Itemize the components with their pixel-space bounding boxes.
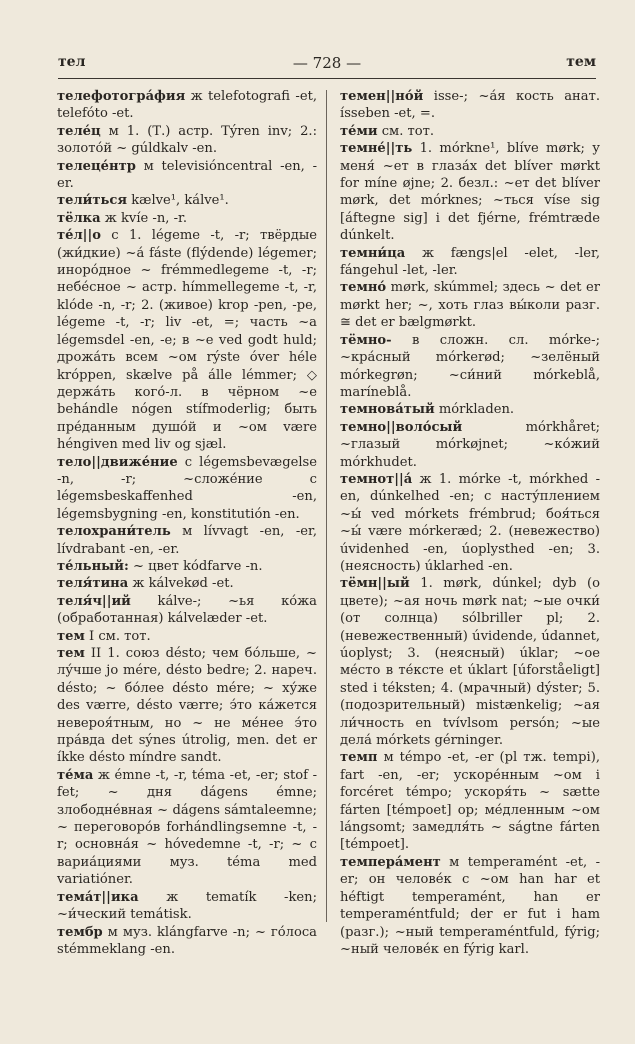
headword: тёмно- <box>340 332 392 348</box>
entry-text: ~ цвет kódfarve -n. <box>128 558 263 574</box>
dictionary-entry <box>57 88 317 123</box>
entry-text: м televisióncentral -en, -er. <box>57 158 317 192</box>
headword: тёмн||ый <box>340 576 410 592</box>
headword: те́ма <box>57 767 94 783</box>
headword: темно́ <box>340 280 387 296</box>
dictionary-entry <box>57 558 317 575</box>
entry-text: isse-; ~а́я кость анат. ísseben -et, =. <box>340 89 600 122</box>
entry-text: ж telefotografi -et, telefóto -et. <box>57 89 317 122</box>
entry-text: с légemsbevægelse -n, -r; ~сложе́ние с légemsbeskaffenhed -en, légemsbygning -en, konstitutión -en. <box>57 454 317 522</box>
dictionary-entry <box>340 419 600 471</box>
dictionary-entry <box>57 889 317 924</box>
entry-text: kálve-; ~ья ко́жа (обработанная) kálvelæder -et. <box>57 593 317 627</box>
headword: тёлка <box>57 210 101 226</box>
dictionary-entry <box>57 227 317 453</box>
dictionary-entry <box>340 279 600 331</box>
entry-text: м temperamént -et, -er; он челове́к с ~ом han har et héftigt temperamént, han er temperaméntfuld; der er fut i ham (разг.); ~ный temperaméntfuld, fýrig; ~ный челове́к en fýrig karl. <box>340 854 600 957</box>
headword: темне́||ть <box>340 141 413 157</box>
entry-text: II 1. союз désto; чем бо́льше, ~ лу́чше jo mére, désto bedre; 2. нареч. désto; ~ бо́лее désto mére; ~ ху́же des værre, désto værre; э́то ка́жется невероя́тным, но ~ не ме́нее э́то пра́вда det sýnes útrolig, men. det er íkke désto míndre sandt. <box>57 646 317 766</box>
entry-text: ж tematík -ken; ~и́ческий temátisk. <box>57 889 317 923</box>
headword: телохрани́тель <box>57 524 171 540</box>
dictionary-entry <box>340 471 600 575</box>
entry-text: в сложн. сл. mórke-; ~кра́сный mórkerød; ~зелёный mórkegrøn; ~си́ний mórkeblå, maríneblå. <box>340 332 600 400</box>
entry-text: mórkhåret; ~глазый mórkøjnet; ~ко́жий mórkhudet. <box>340 419 600 470</box>
headword: темни́ца <box>340 245 406 261</box>
dictionary-entry <box>340 401 600 418</box>
headword: те́л||о <box>57 228 101 244</box>
page-number: — 728 — <box>292 54 362 72</box>
running-header <box>58 54 596 76</box>
entry-text: м témpo -et, -er (pl тж. tempi), fart -en, -er; ускоре́нным ~ом i forcéret témpo; ускоря́ть ~ sætte fárten [témpoet] op; ме́дленным ~ом lángsomt; замедля́ть ~ ságtne fárten [témpoet]. <box>340 750 600 853</box>
entry-text: mórkladen. <box>434 402 515 418</box>
dictionary-entry <box>57 158 317 193</box>
header-left-guideword: тел <box>58 54 86 70</box>
entry-text: м 1. (Т.) астр. Týren inv; 2.: золото́й ~ gúldkalv -en. <box>57 123 317 157</box>
entry-text: см. тот. <box>377 123 435 139</box>
headword: тело||движе́ние <box>57 454 178 470</box>
dictionary-entry <box>57 192 317 209</box>
dictionary-entry <box>340 245 600 280</box>
headword: теля́тина <box>57 576 129 592</box>
dictionary-entry <box>340 123 600 140</box>
dictionary-entry <box>340 140 600 244</box>
entry-text: 1. mórkne¹, blíve mørk; у меня́ ~ет в глаза́х det blíver mørkt for míne øjne; 2. безл.: ~ет det blíver mørk, det mórknes; ~ться víse sig [áftegne sig] i det fjérne, frémtræde dúnkelt. <box>340 141 600 244</box>
dictionary-entry <box>57 210 317 227</box>
headword: темно||воло́сый <box>340 419 463 435</box>
dictionary-entry <box>57 645 317 767</box>
headword: те́ми <box>340 123 378 139</box>
entry-text: с 1. légeme -t, -r; твёрдые (жи́дкие) ~а́ fáste (flýdende) légemer; иноро́дное ~ frémmedlegeme -t, -r; небе́сное ~ астр. hímmellegeme -t, -r, klóde -n, -r; 2. (живое) krop -pen, -pe, légeme -t, -r; liv -et, =; часть ~а légemsdel -en, -e; в ~е ved godt huld; дрожа́ть всем ~ом rýste óver héle króppen, skælve på álle lémmer; ◇ держа́ть кого́-л. в чёрном ~е behándle nógen stífmoderlig; быть пре́данным душо́й и ~ом være héngiven med liv og sjæl. <box>57 228 317 453</box>
entry-text: м муз. klángfarve -n; ~ го́лоса stémmeklang -en. <box>57 924 317 957</box>
entry-text: 1. mørk, dúnkel; dyb (о цвете); ~ая ночь mørk nat; ~ые очки́ (от солнца) sólbriller pl; 2. (невежественный) úvidende, údannet, úoplyst; 3. (неясный) úklar; ~ое ме́сто в те́ксте et úklart [úforståeligt] sted i téksten; 4. (мрачный) dýster; 5. (подозрительный) mistænkelig; ~ая ли́чность en tvívlsom persón; ~ые дела́ mórkets gérninger. <box>340 576 600 749</box>
dictionary-entry <box>57 628 317 645</box>
right-column <box>340 88 600 958</box>
entry-text: I см. тот. <box>84 628 151 644</box>
headword: тембр <box>57 924 103 940</box>
dictionary-entry <box>57 593 317 628</box>
headword: темп <box>340 750 378 766</box>
dictionary-entry <box>340 332 600 402</box>
headword: темпера́мент <box>340 854 441 870</box>
dictionary-entry <box>57 123 317 158</box>
column-divider <box>326 90 327 922</box>
dictionary-entry <box>340 749 600 853</box>
headword: тем <box>57 628 85 644</box>
entry-text: ж fængs|el -elet, -ler, fángehul -let, -ler. <box>340 245 600 279</box>
entry-text: м lívvagt -en, -er, lívdrabant -en, -er. <box>57 524 317 557</box>
headword: тели́ться <box>57 193 128 209</box>
header-right-guideword: тем <box>566 54 596 70</box>
dictionary-entry <box>57 575 317 592</box>
entry-text: ж kvíe -n, -r. <box>100 210 188 226</box>
left-column <box>57 88 317 958</box>
entry-text: ж 1. mórke -t, mórkhed -en, dúnkelhed -en; с насту́плением ~ы́ ved mórkets frémbrud; боя́ться ~ы́ være mórkeræd; 2. (невежество) úvidenhed -en, úoplysthed -en; 3. (неясность) úklarhed -en. <box>340 471 600 574</box>
dictionary-entry <box>57 454 317 524</box>
dictionary-entry <box>340 88 600 123</box>
headword: телефотогра́фия <box>57 89 186 104</box>
entry-text: kælve¹, kálve¹. <box>127 193 229 209</box>
headword: теля́ч||ий <box>57 593 131 609</box>
dictionary-entry <box>340 854 600 958</box>
headword: тем <box>57 646 85 661</box>
dictionary-entry <box>57 523 317 558</box>
headword: тема́т||ика <box>57 889 139 905</box>
headword: темнот||а́ <box>340 471 413 487</box>
headword: темнова́тый <box>340 402 435 418</box>
entry-text: ж kálvekød -et. <box>128 576 234 592</box>
header-rule <box>58 78 596 79</box>
headword: теле́ц <box>57 123 101 139</box>
headword: телеце́нтр <box>57 158 136 174</box>
entry-text: mørk, skúmmel; здесь ~ det er mørkt her; ~, хоть глаз вы́коли разг. ≅ det er bælgmørkt. <box>340 280 600 331</box>
dictionary-entry <box>57 924 317 959</box>
headword: те́льный: <box>57 558 129 574</box>
dictionary-entry <box>57 767 317 889</box>
dictionary-entry <box>340 575 600 749</box>
entry-text: ж émne -t, -r, téma -et, -er; stof -fet; ~ дня dágens émne; злободне́вная ~ dágens sámtaleemne; ~ переговоро́в forhándlingsemne -t, -r; основна́я ~ hóvedemne -t, -r; ~ с вариа́циями муз. téma med variatióner. <box>57 767 317 888</box>
headword: темен||но́й <box>340 89 424 104</box>
